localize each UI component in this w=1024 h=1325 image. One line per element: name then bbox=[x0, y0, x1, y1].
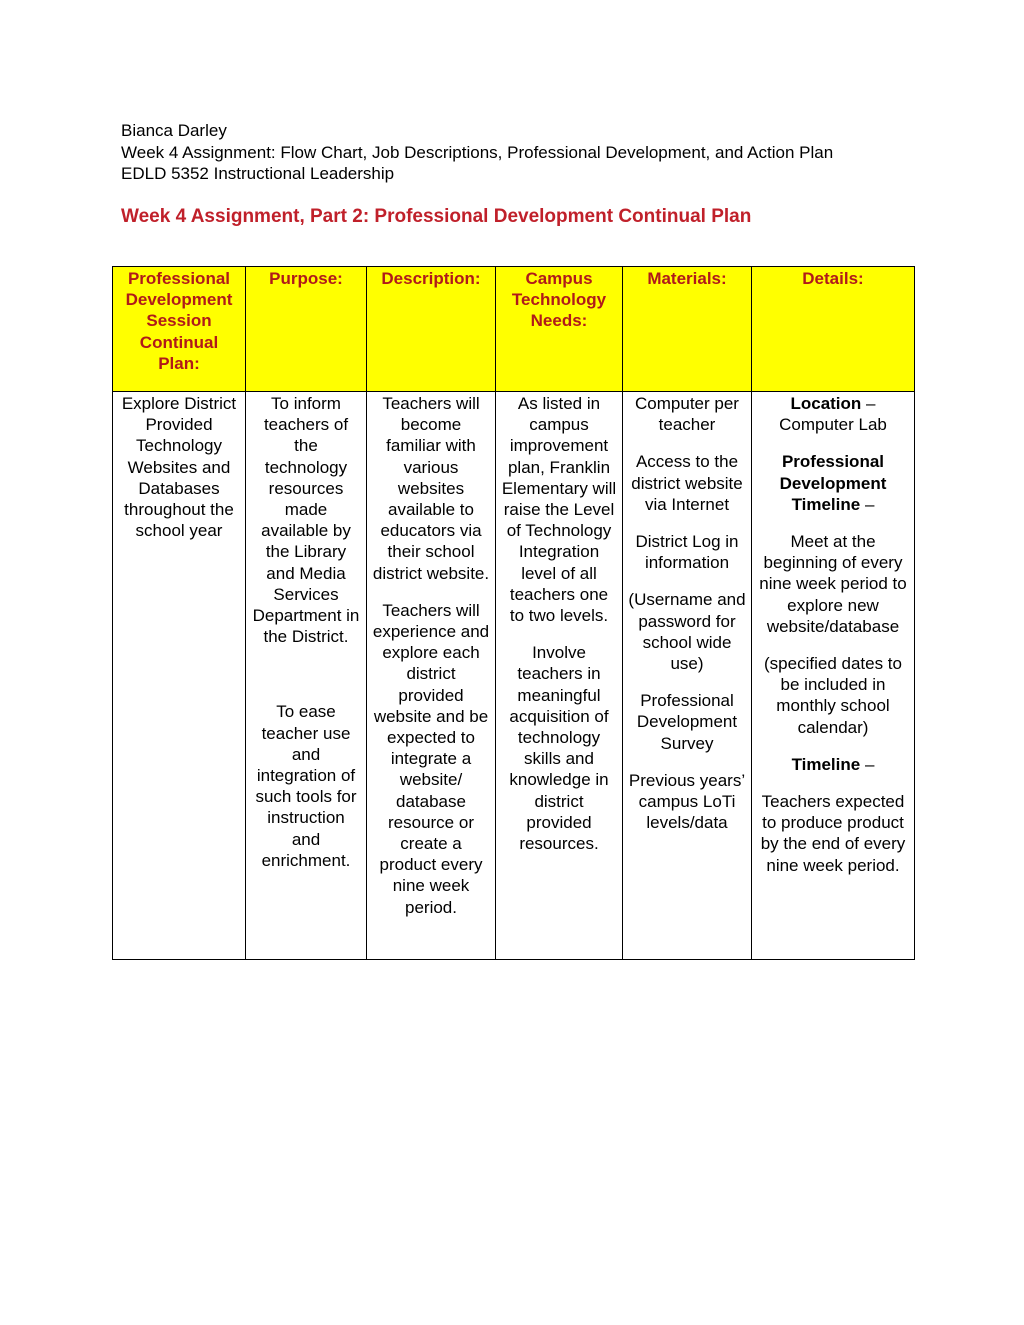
details-location bbox=[757, 393, 909, 435]
materials-item: District Log in information bbox=[635, 532, 739, 573]
cell-purpose bbox=[246, 392, 367, 960]
assignment-title: Week 4 Assignment: Flow Chart, Job Descriptions, Professional Development, and Action Plan bbox=[121, 142, 834, 162]
table-header-row bbox=[113, 267, 915, 392]
pd-plan-table bbox=[112, 266, 915, 960]
header-session: Professional Development Session Continual Plan: bbox=[113, 267, 246, 392]
timeline-text: Teachers expected to produce product by the end of every nine week period. bbox=[760, 792, 906, 875]
materials-item: (Username and password for school wide use) bbox=[628, 590, 746, 674]
section-title: Week 4 Assignment, Part 2: Professional Development Continual Plan bbox=[121, 206, 752, 227]
purpose-paragraph: To ease teacher use and integration of such tools for instruction and enrichment. bbox=[255, 702, 357, 870]
pd-timeline-text: Meet at the beginning of every nine week period to explore new website/database bbox=[759, 532, 907, 636]
author-name: Bianca Darley bbox=[121, 121, 227, 140]
campus-needs-paragraph: As listed in campus improvement plan, Franklin Elementary will raise the Level of Technology Integration level of all teachers one to two levels. bbox=[501, 394, 617, 626]
document-header bbox=[121, 120, 833, 185]
table-row bbox=[113, 392, 915, 960]
header-campus-needs: Campus Technology Needs: bbox=[496, 267, 623, 392]
location-label: Location bbox=[790, 394, 862, 413]
header-description: Description: bbox=[367, 267, 496, 392]
timeline-label: Timeline bbox=[791, 754, 861, 774]
timeline-dash: – bbox=[864, 754, 875, 774]
header-materials: Materials: bbox=[623, 267, 752, 392]
description-paragraph: Teachers will become familiar with various websites available to educators via their school district website. bbox=[372, 394, 490, 583]
cell-description bbox=[367, 392, 496, 960]
session-text: Explore District Provided Technology Websites and Databases throughout the school year bbox=[121, 394, 237, 541]
cell-details bbox=[752, 392, 915, 960]
header-details: Details: bbox=[752, 267, 915, 392]
course-title: EDLD 5352 Instructional Leadership bbox=[121, 164, 395, 183]
header-purpose: Purpose: bbox=[246, 267, 367, 392]
cell-session bbox=[113, 392, 246, 960]
materials-item: Previous years’ campus LoTi levels/data bbox=[628, 770, 746, 833]
pd-timeline-dash: – bbox=[864, 494, 875, 514]
location-value: – Computer Lab bbox=[779, 394, 887, 435]
pd-timeline-label: Professional Development Timeline bbox=[779, 452, 887, 514]
cell-campus-needs bbox=[496, 392, 623, 960]
materials-item: Computer per teacher bbox=[635, 394, 739, 435]
details-timeline bbox=[757, 754, 909, 775]
description-paragraph: Teachers will experience and explore each district provided website and be expected to integrate a website/ database resource or create a product every nine week period. bbox=[372, 600, 490, 917]
materials-item: Professional Development Survey bbox=[636, 691, 738, 753]
purpose-paragraph: To inform teachers of the technology resources made available by the Library and Media Services Department in the District. bbox=[252, 394, 360, 647]
materials-item: Access to the district website via Internet bbox=[631, 452, 743, 514]
cell-materials bbox=[623, 392, 752, 960]
campus-needs-paragraph: Involve teachers in meaningful acquisition of technology skills and knowledge in district provided resources. bbox=[509, 643, 609, 854]
pd-timeline-note: (specified dates to be included in monthly school calendar) bbox=[764, 654, 902, 737]
details-pd-timeline bbox=[757, 451, 909, 515]
